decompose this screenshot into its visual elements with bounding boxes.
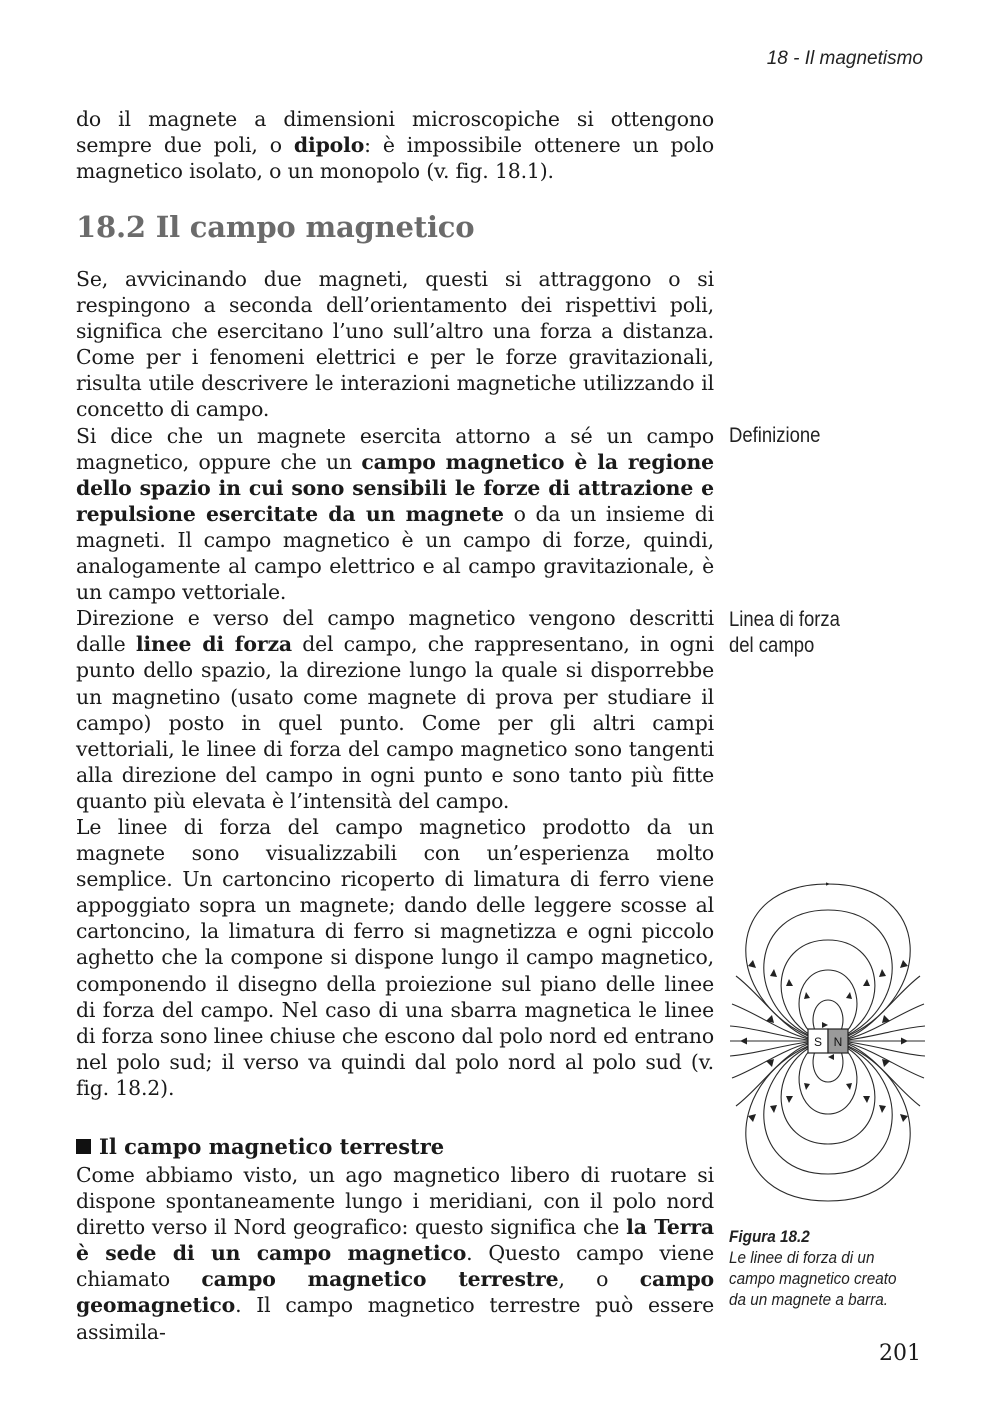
figure-caption: Figura 18.2 Le linee di forza di un campo magnetico creato da un magnete a barra. xyxy=(729,1227,897,1309)
page-number: 201 xyxy=(879,1341,921,1366)
definition-bold: campo magnetico è la regione dello spazio in cui sono sensibili le forze di attrazione e repulsione esercitate da un magnete xyxy=(76,449,714,526)
running-header: 18 - Il magnetismo xyxy=(766,48,923,69)
section-body xyxy=(76,266,714,1101)
square-bullet-icon xyxy=(76,1139,91,1154)
paragraph-field-lines: Direzione e verso del campo magnetico vengono descritti dalle linee di forza del campo, che rappresentano, in ogni punto dello spazio, la direzione lungo la quale si disporrebbe un magnetino (usato come magnete di prova per studiare il campo) posto in quel punto. Come per gli altri campi vettoriali, le linee di forza del campo magnetico sono tangenti alla direzione del campo in ogni punto e sono tanto più fitte quanto più elevata è l’intensità del campo. xyxy=(76,606,714,813)
subsection-body: Come abbiamo visto, un ago magnetico libero di ruotare si dispone spontaneamente lungo i meridiani, con il polo nord diretto verso il Nord geografico: questo significa che la Terra è sede di un campo magnetico. Questo campo viene chiamato campo magnetico terrestre, o campo geomagnetico. Il campo magnetico terrestre può essere assimila- xyxy=(76,1163,714,1344)
paragraph-experiment: Le linee di forza del campo magnetico prodotto da un magnete sono visualizzabili con un’esperienza molto semplice. Un cartoncino ricoperto di limatura di ferro viene appoggiato sopra un magnete; dando delle leggere scosse al cartoncino, la limatura di ferro si magnetizza e ogni piccolo aghetto che la compone si dispone lungo il campo magnetico, componendo il disegno della proiezione sul piano delle linee di forza del campo. Nel caso di una sbarra magnetica le linee di forza sono linee chiuse che escono dal polo nord ed entrano nel polo sud; il verso va quindi dal polo nord al polo sud (v. fig. 18.2). xyxy=(76,814,714,1100)
bar-magnet xyxy=(808,1029,848,1053)
paragraph-intro: Se, avvicinando due magneti, questi si attraggono o si respingono a seconda dell’orientamento dei rispettivi poli, significa che esercitano l’uno sull’altro una forza a distanza. Come per i fenomeni elettrici e per le forze gravitazionali, risulta utile descrivere le interazioni magnetiche utilizzando il concetto di campo. xyxy=(76,267,714,422)
term-linee-di-forza: linee di forza xyxy=(135,632,292,657)
figure-field-lines-diagram xyxy=(730,876,925,1221)
subsection-title: Il campo magnetico terrestre xyxy=(76,1134,444,1160)
section-title: 18.2 Il campo magnetico xyxy=(76,210,475,244)
south-pole-label: S xyxy=(813,1035,823,1049)
margin-note-linea-di-forza: Linea di forza del campo xyxy=(729,608,840,657)
continued-paragraph: do il magnete a dimensioni microscopiche si ottengono sempre due poli, o dipolo: è impossibile ottenere un polo magnetico isolato, o un monopolo (v. fig. 18.1). xyxy=(76,107,714,184)
term-dipolo: dipolo xyxy=(293,133,365,158)
margin-note-definizione: Definizione xyxy=(729,424,821,447)
north-pole-label: N xyxy=(833,1035,843,1049)
paragraph-definition: Si dice che un magnete esercita attorno a sé un campo magnetico, oppure che un campo magnetico è la regione dello spazio in cui sono sensibili le forze di attrazione e repulsione esercitate da un magnete o da un insieme di magneti. Il campo magnetico è un campo di forze, quindi, analogamente al campo elettrico e al campo gravitazionale, è un campo vettoriale. xyxy=(76,423,714,605)
caption-title: Figura 18.2 xyxy=(729,1227,810,1246)
